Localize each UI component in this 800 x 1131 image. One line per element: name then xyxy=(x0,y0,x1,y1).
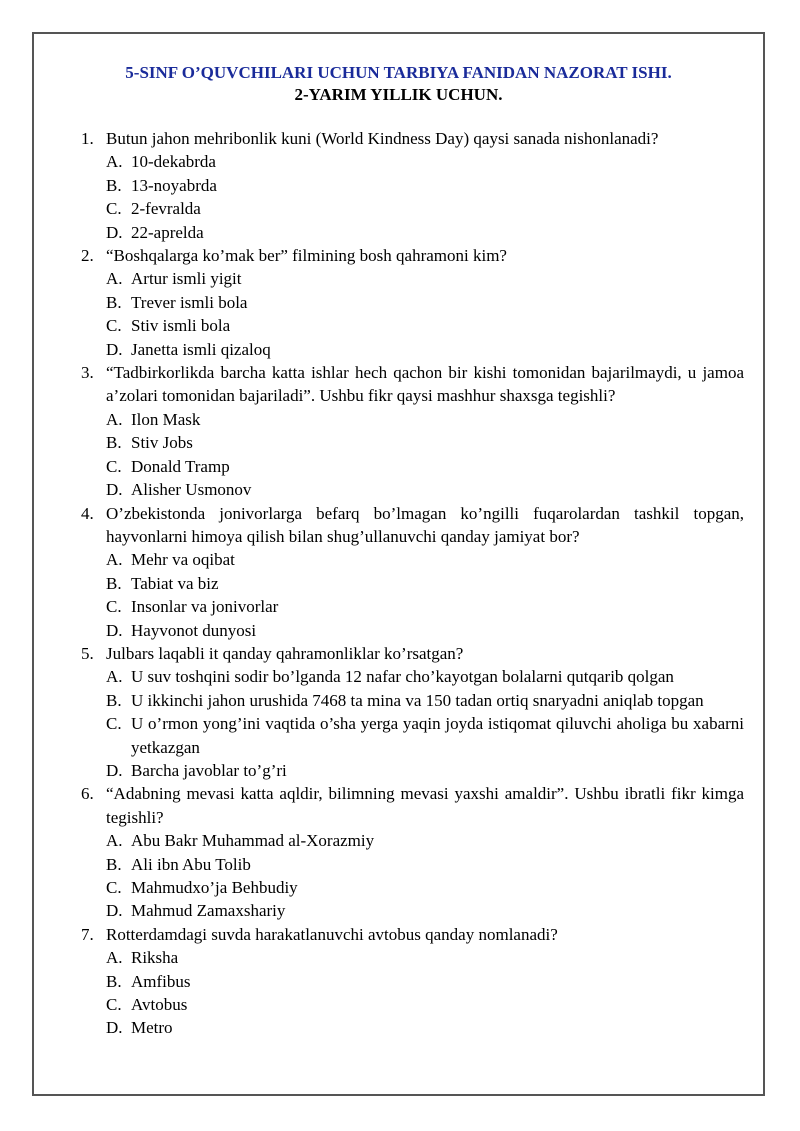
question-number: 4. xyxy=(81,503,94,523)
option-text: Ali ibn Abu Tolib xyxy=(131,854,251,874)
answer-option xyxy=(106,1016,744,1039)
document-subtitle: 2-YARIM YILLIK UCHUN. xyxy=(294,85,503,104)
answer-option xyxy=(106,478,744,501)
answer-options xyxy=(106,665,744,782)
option-text: Avtobus xyxy=(131,995,188,1015)
option-letter: D. xyxy=(106,760,123,780)
question-text: “Boshqalarga ko’mak ber” filmining bosh qahramoni kim? xyxy=(106,246,507,266)
option-letter: C. xyxy=(106,878,122,897)
option-text: Stiv ismli bola xyxy=(131,316,231,336)
option-letter: A. xyxy=(106,667,123,687)
option-text: Janetta ismli qizaloq xyxy=(131,339,271,359)
option-letter: B. xyxy=(106,854,122,874)
option-letter: D. xyxy=(106,222,123,242)
answer-option xyxy=(106,759,744,782)
option-letter: D. xyxy=(106,901,123,921)
answer-options xyxy=(106,548,744,642)
option-text: Stiv Jobs xyxy=(131,433,193,453)
option-text: 13-noyabrda xyxy=(131,175,217,195)
answer-option xyxy=(106,150,744,173)
option-letter: B. xyxy=(106,971,122,991)
answer-option xyxy=(106,291,744,314)
option-letter: C. xyxy=(106,714,122,734)
answer-option xyxy=(106,619,744,642)
answer-option xyxy=(106,829,744,852)
option-letter: B. xyxy=(106,690,122,710)
answer-option xyxy=(106,876,744,899)
answer-option xyxy=(106,408,744,431)
answer-option xyxy=(106,314,744,337)
question-7 xyxy=(81,923,744,946)
question-text: Rotterdamdagi suvda harakatlanuvchi avtobus qanday nomlanadi? xyxy=(106,924,558,944)
answer-option xyxy=(106,431,744,454)
answer-option xyxy=(106,455,744,478)
answer-options xyxy=(106,150,744,244)
answer-options xyxy=(106,829,744,923)
question-4 xyxy=(81,502,744,549)
option-letter: A. xyxy=(106,409,123,429)
option-text: U ikkinchi jahon urushida 7468 ta mina va 150 tadan ortiq snaryadni aniqlab topgan xyxy=(131,690,704,710)
answer-option xyxy=(106,174,744,197)
document-title: 5-SINF O’QUVCHILARI UCHUN TARBIYA FANIDAN NAZORAT ISHI. xyxy=(125,63,672,82)
answer-option xyxy=(106,197,744,220)
page-frame xyxy=(32,32,765,1096)
option-text: Amfibus xyxy=(131,971,191,991)
option-letter: A. xyxy=(106,831,123,851)
option-letter: B. xyxy=(106,292,122,312)
option-letter: A. xyxy=(106,550,123,570)
option-text: 2-fevralda xyxy=(131,199,201,219)
option-letter: D. xyxy=(106,480,123,500)
option-text: Barcha javoblar to’g’ri xyxy=(131,760,287,780)
option-letter: C. xyxy=(106,597,122,617)
answer-option xyxy=(106,595,744,618)
option-letter: D. xyxy=(106,1018,123,1038)
question-6 xyxy=(81,782,744,829)
answer-option xyxy=(106,899,744,922)
option-text: U suv toshqini sodir bo’lganda 12 nafar cho’kayotgan bolalarni qutqarib qolgan xyxy=(131,667,674,687)
question-text: “Adabning mevasi katta aqldir, bilimning mevasi yaxshi amaldir”. Ushbu ibratli fikr kimga tegishli? xyxy=(106,784,744,827)
option-text: Insonlar va jonivorlar xyxy=(131,597,279,617)
answer-options xyxy=(106,408,744,502)
question-text: Butun jahon mehribonlik kuni (World Kindness Day) qaysi sanada nishonlanadi? xyxy=(106,129,659,148)
option-text: Donald Tramp xyxy=(131,456,230,476)
option-letter: A. xyxy=(106,152,123,172)
question-list xyxy=(81,127,744,1040)
answer-option xyxy=(106,572,744,595)
question-3 xyxy=(81,361,744,408)
answer-option xyxy=(106,689,744,712)
option-text: Trever ismli bola xyxy=(131,292,248,312)
option-letter: C. xyxy=(106,995,122,1015)
question-text: “Tadbirkorlikda barcha katta ishlar hech qachon bir kishi tomonidan bajarilmaydi, u jamoa a’zolari tomonidan bajariladi”. Ushbu fikr qaysi mashhur shaxsga tegishli? xyxy=(106,363,744,406)
answer-option xyxy=(106,221,744,244)
answer-option xyxy=(106,338,744,361)
document-header xyxy=(34,62,763,106)
answer-option xyxy=(106,712,744,759)
option-letter: D. xyxy=(106,620,123,640)
option-letter: D. xyxy=(106,339,123,359)
answer-option xyxy=(106,548,744,571)
option-text: 10-dekabrda xyxy=(131,152,216,172)
answer-options xyxy=(106,946,744,1040)
option-letter: A. xyxy=(106,269,123,289)
option-letter: A. xyxy=(106,948,123,968)
option-text: Artur ismli yigit xyxy=(131,269,242,289)
option-text: U o’rmon yong’ini vaqtida o’sha yerga yaqin joyda istiqomat qiluvchi aholiga bu xabarni yetkazgan xyxy=(131,714,744,757)
option-text: Hayvonot dunyosi xyxy=(131,620,257,640)
answer-option xyxy=(106,853,744,876)
option-text: Mahmud Zamaxshariy xyxy=(131,901,286,921)
option-text: Abu Bakr Muhammad al-Xorazmiy xyxy=(131,831,375,851)
question-5 xyxy=(81,642,744,665)
option-letter: C. xyxy=(106,199,122,219)
answer-options xyxy=(106,267,744,361)
option-text: Metro xyxy=(131,1018,173,1038)
question-text: O’zbekistonda jonivorlarga befarq bo’lmagan ko’ngilli fuqarolardan tashkil topgan, hayvonlarni himoya qilish bilan shug’ullanuvchi qanday jamiyat bor? xyxy=(106,503,744,546)
option-text: Alisher Usmonov xyxy=(131,480,252,500)
option-letter: B. xyxy=(106,573,122,593)
question-number: 5. xyxy=(81,643,94,663)
question-number: 7. xyxy=(81,924,94,944)
option-text: Mahmudxo’ja Behbudiy xyxy=(131,878,298,897)
option-text: Mehr va oqibat xyxy=(131,550,235,570)
question-1 xyxy=(81,127,744,150)
question-2 xyxy=(81,244,744,267)
option-letter: B. xyxy=(106,433,122,453)
answer-option xyxy=(106,970,744,993)
question-text: Julbars laqabli it qanday qahramonliklar ko’rsatgan? xyxy=(106,643,464,663)
option-letter: B. xyxy=(106,175,122,195)
question-number: 2. xyxy=(81,246,94,266)
option-text: Ilon Mask xyxy=(131,409,201,429)
question-number: 3. xyxy=(81,363,94,383)
answer-option xyxy=(106,665,744,688)
question-number: 6. xyxy=(81,784,94,804)
option-letter: C. xyxy=(106,316,122,336)
question-number: 1. xyxy=(81,129,94,148)
option-text: Riksha xyxy=(131,948,179,968)
option-text: Tabiat va biz xyxy=(131,573,219,593)
option-letter: C. xyxy=(106,456,122,476)
answer-option xyxy=(106,993,744,1016)
answer-option xyxy=(106,267,744,290)
option-text: 22-aprelda xyxy=(131,222,204,242)
answer-option xyxy=(106,946,744,969)
